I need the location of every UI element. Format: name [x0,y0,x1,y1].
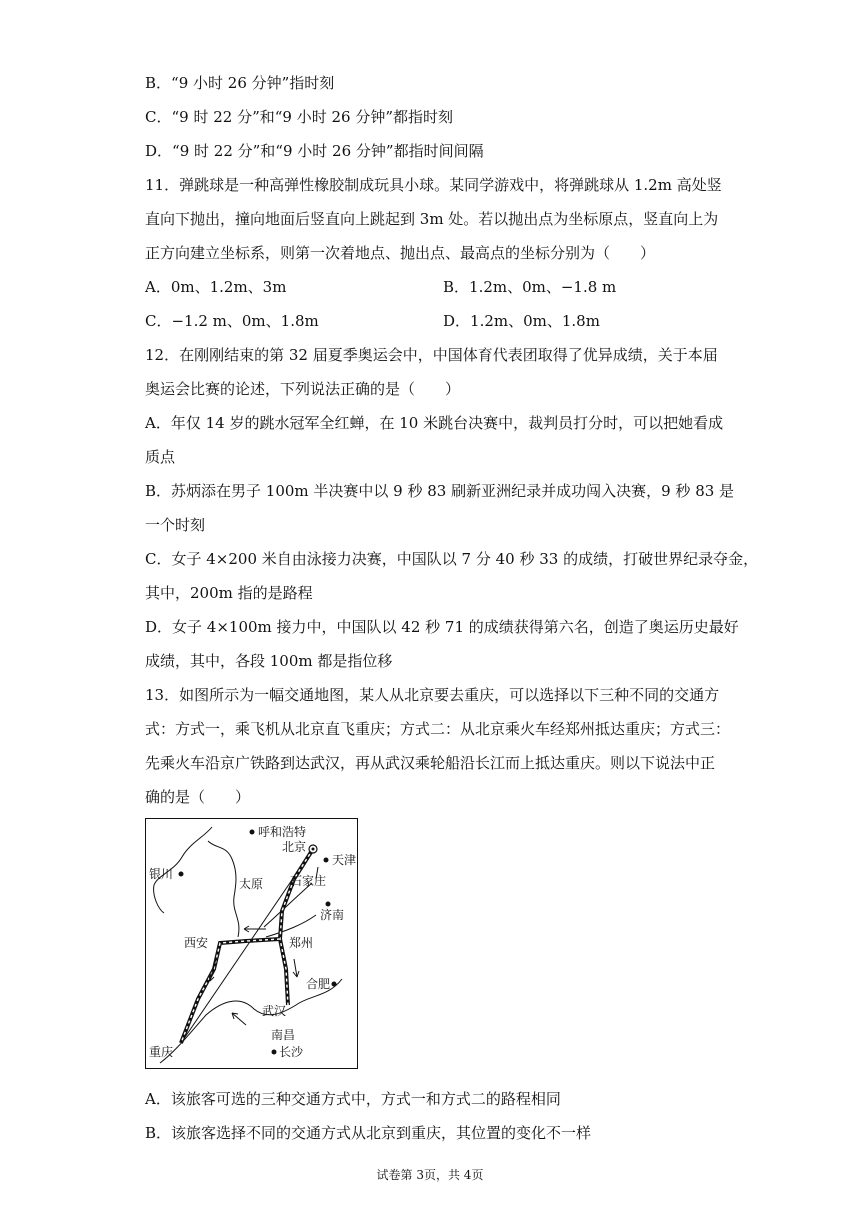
q13-option-a: A．该旅客可选的三种交通方式中，方式一和方式二的路程相同 [145,1090,561,1108]
city-label-shijiazhuang: 石家庄 [290,874,327,888]
city-label-zhengzhou: 郑州 [289,936,314,950]
page-footer: 试卷第 3页，共 4页 [376,1168,484,1182]
q12-option-d-line-2: 成绩，其中，各段 100m 都是指位移 [145,652,393,670]
yangtze-river-line [160,979,342,1063]
city-label-hefei: 合肥 [306,977,331,991]
city-label-taiyuan: 太原 [239,877,264,891]
city-dot-changsha [272,1050,277,1055]
q10-option-d: D．“9 时 22 分”和“9 小时 26 分钟”都指时间间隔 [145,142,484,160]
q12-option-a-line-1: A．年仅 14 岁的跳水冠军全红蝉，在 10 米跳台决赛中，裁判员打分时，可以把她看成 [145,414,724,432]
boundary-line [154,885,164,913]
map-drawing [146,819,359,1070]
q12-option-a-line-2: 质点 [145,448,176,466]
q11-option-d: D．1.2m、0m、1.8m [443,312,600,330]
city-dot-hefei [332,982,337,987]
city-label-chongqing: 重庆 [149,1045,174,1059]
q13-stem-line-3: 先乘火车沿京广铁路到达武汉，再从武汉乘轮船沿长江而上抵达重庆。则以下说法中正 [145,754,716,772]
q13-stem-line-2: 式：方式一，乘飞机从北京直飞重庆；方式二：从北京乘火车经郑州抵达重庆；方式三： [145,720,731,738]
capital-marker-icon [312,848,315,851]
railway-route-dash [181,939,280,1043]
city-dot-yinchuan [179,872,184,877]
q12-option-b-line-2: 一个时刻 [145,516,206,534]
city-label-xian: 西安 [184,936,209,950]
transport-map [145,818,358,1069]
city-dot-tianjin [324,858,329,863]
q10-option-c: C．“9 时 22 分”和“9 小时 26 分钟”都指时刻 [145,108,454,126]
q11-option-c: C．−1.2 m、0m、1.8m [145,312,319,330]
boundary-line [208,841,239,937]
q12-option-c-line-1: C．女子 4×200 米自由泳接力决赛，中国队以 7 分 40 秒 33 的成绩，打破世界纪录夺金， [145,550,759,568]
q11-option-a: A．0m、1.2m、3m [145,278,287,296]
q11-stem-line-2: 直向下抛出，撞向地面后竖直向上跳起到 3m 处。若以抛出点为坐标原点，竖直向上为 [145,210,719,228]
railway-route-zhengzhou-chongqing [181,939,280,1043]
city-label-nanchang: 南昌 [271,1028,296,1042]
q12-option-b-line-1: B．苏炳添在男子 100m 半决赛中以 9 秒 83 刷新亚洲纪录并成功闯入决赛，9 秒 83 是 [145,482,735,500]
city-label-yinchuan: 银川 [149,867,174,881]
city-label-hohhot: 呼和浩特 [258,825,307,839]
arrow-icon [232,1013,246,1025]
city-label-jinan: 济南 [320,908,345,922]
city-label-changsha: 长沙 [279,1045,304,1059]
q13-stem-line-4: 确的是（ ） [145,788,251,806]
q11-stem-line-1: 11．弹跳球是一种高弹性橡胶制成玩具小球。某同学游戏中，将弹跳球从 1.2m 高处竖 [145,176,722,194]
city-label-tianjin: 天津 [332,853,357,867]
city-dot-jinan [326,902,331,907]
q12-option-d-line-1: D．女子 4×100m 接力中，中国队以 42 秒 71 的成绩获得第六名，创造了奥运历史最好 [145,618,739,636]
city-label-beijing: 北京 [282,840,307,854]
city-dot-hohhot [250,830,255,835]
q12-stem-line-2: 奥运会比赛的论述，下列说法正确的是（ ） [145,380,461,398]
q12-stem-line-1: 12．在刚刚结束的第 32 届夏季奥运会中，中国体育代表团取得了优异成绩，关于本届 [145,346,718,364]
q11-option-b: B．1.2m、0m、−1.8 m [443,278,617,296]
city-label-wuhan: 武汉 [262,1004,287,1018]
q12-option-c-line-2: 其中，200m 指的是路程 [145,584,313,602]
q13-stem-line-1: 13．如图所示为一幅交通地图，某人从北京要去重庆，可以选择以下三种不同的交通方 [145,686,720,704]
q10-option-b: B．“9 小时 26 分钟”指时刻 [145,74,335,92]
q11-stem-line-3: 正方向建立坐标系，则第一次着地点、抛出点、最高点的坐标分别为（ ） [145,244,656,262]
q13-option-b: B．该旅客选择不同的交通方式从北京到重庆，其位置的变化不一样 [145,1124,592,1142]
